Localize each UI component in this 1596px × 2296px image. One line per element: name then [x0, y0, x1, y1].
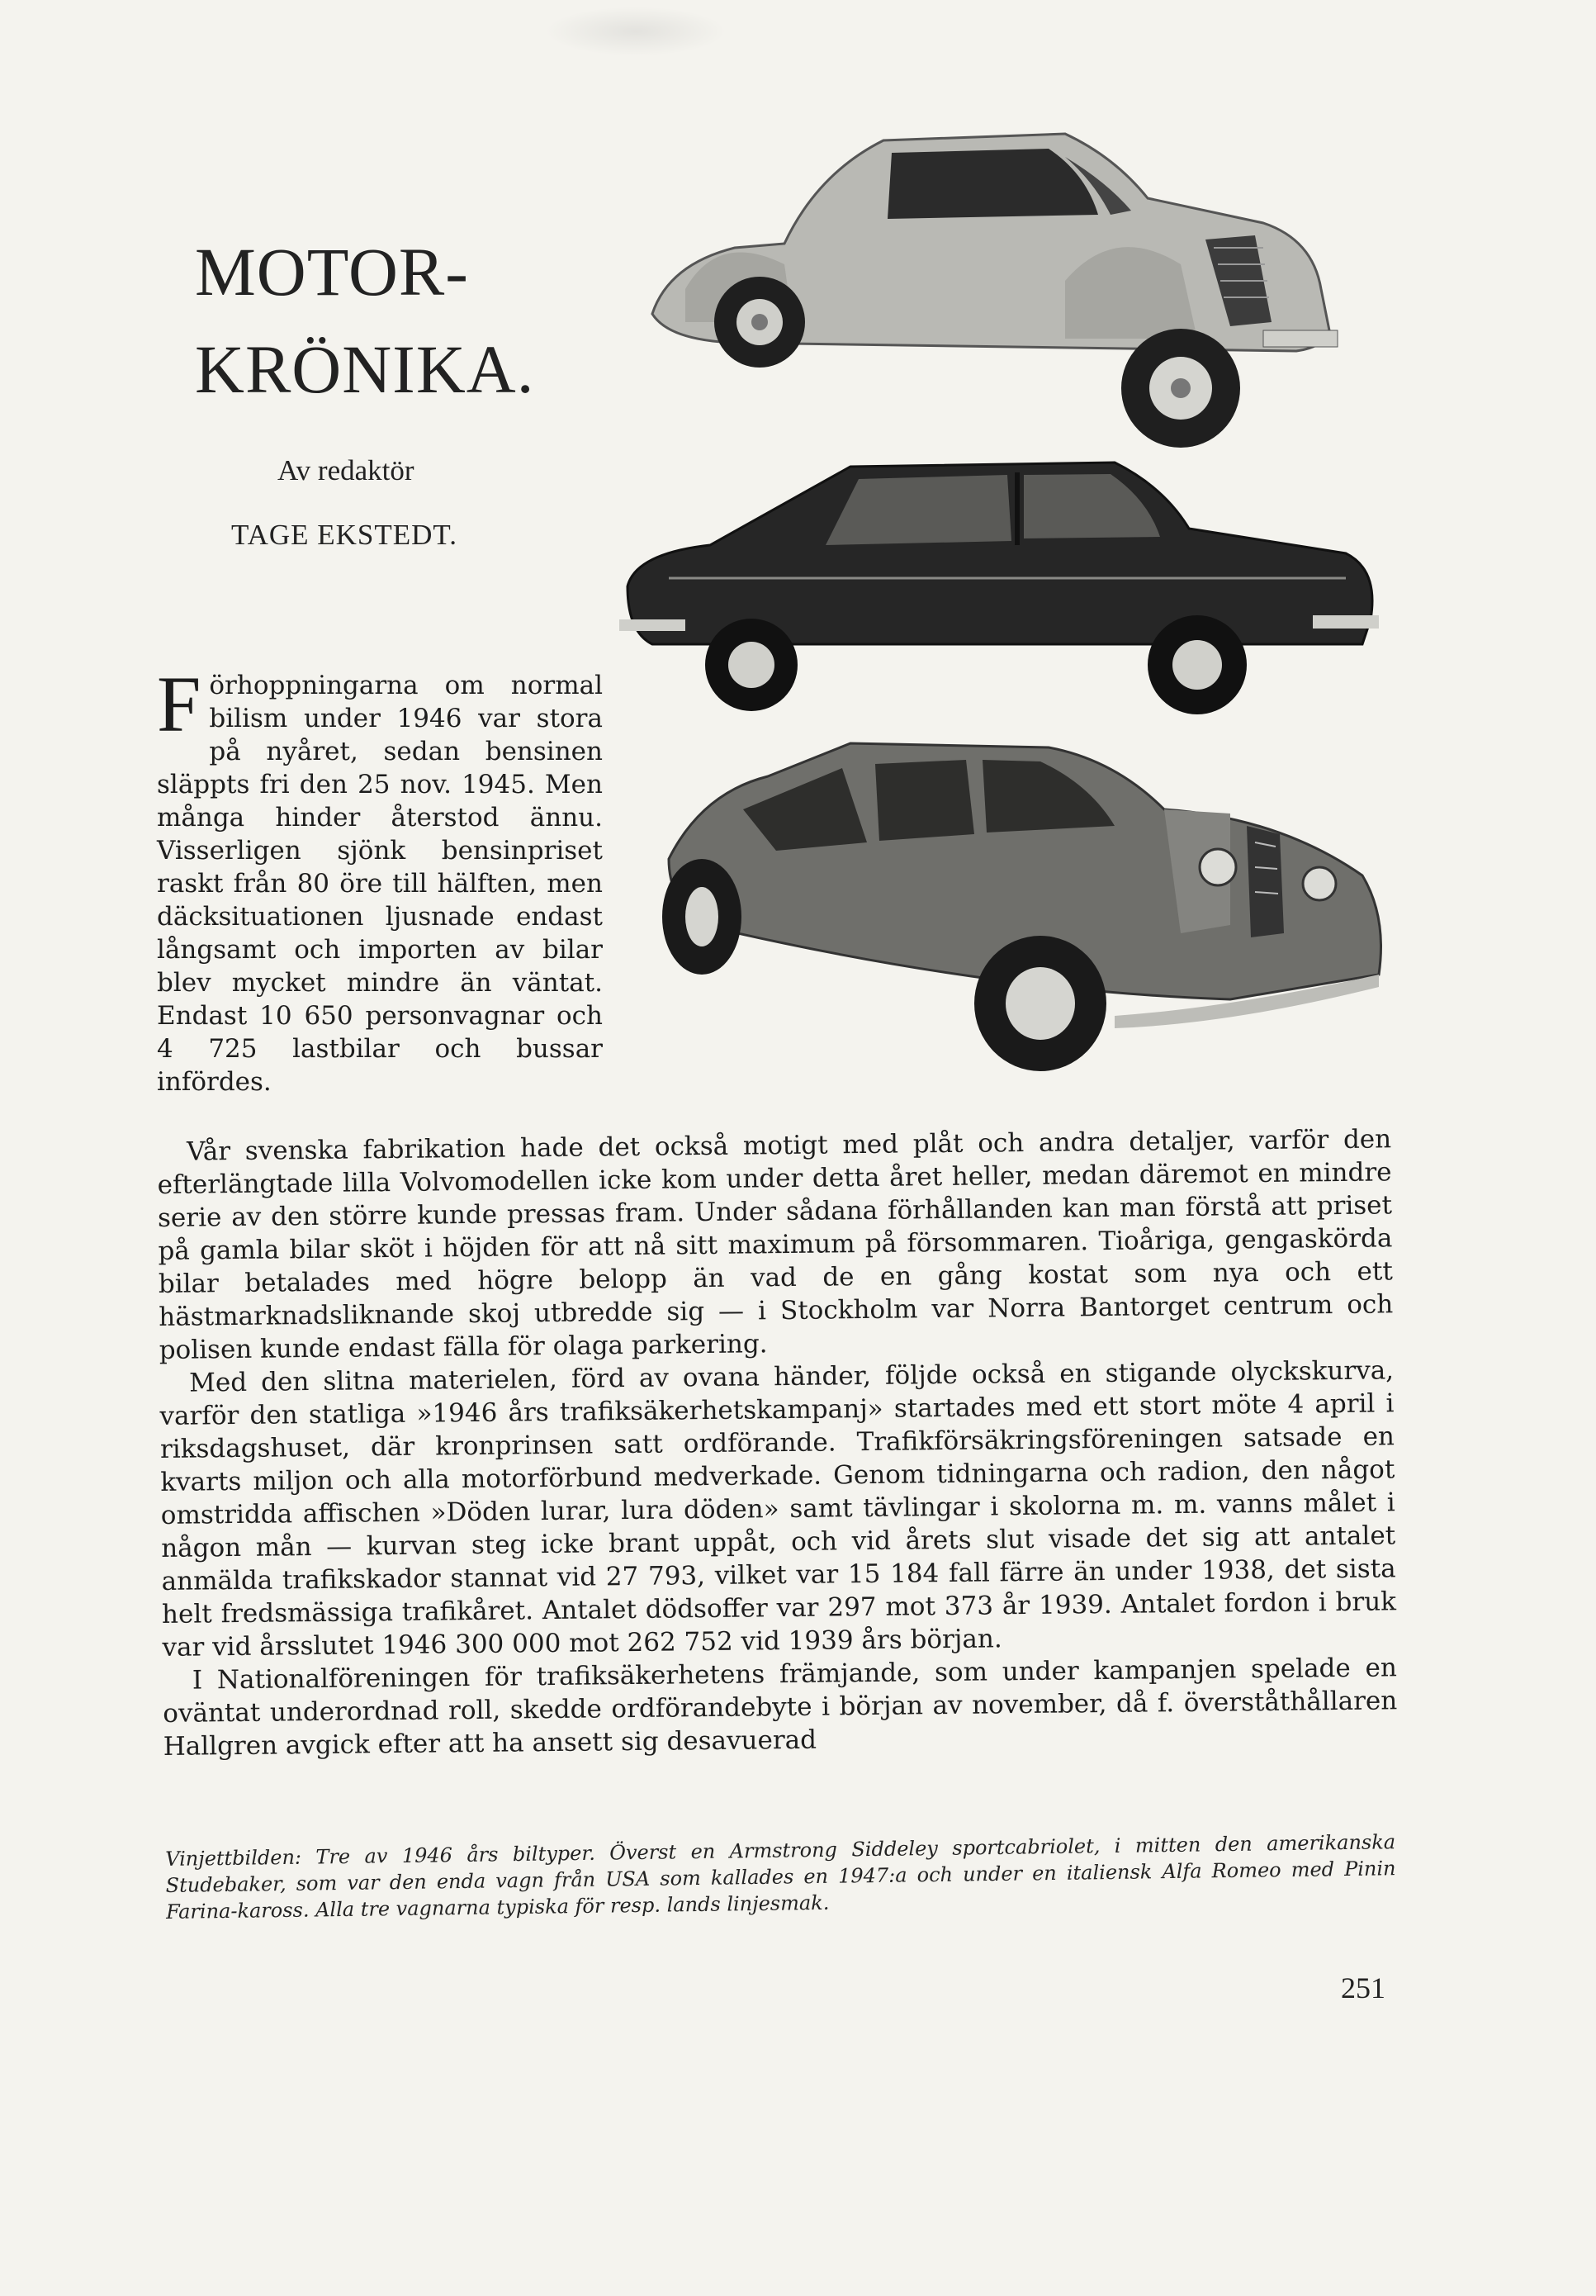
intro-paragraph	[157, 660, 603, 1098]
byline-label: Av redaktör	[277, 454, 414, 486]
car-illustration	[662, 743, 1381, 1071]
car-illustration	[652, 134, 1338, 448]
intro-text: örhoppningarna om normal bilism under 1946 var stora på nyåret, sedan bensinen släppts fri den 25 nov. 1945. Men många hinder återstod ännu. Visserligen sjönk bensinpriset raskt från 80 öre till hälften, men däcksituationen ljusnade endast långsamt och importen av bilar blev mycket mindre än väntat. Endast 10 650 personvagnar och 4 725 lastbilar och bussar infördes.	[157, 671, 603, 1097]
article-body	[157, 1122, 1398, 1763]
article-title	[195, 223, 534, 418]
car-photo-armstrong-siddeley	[636, 124, 1379, 454]
car-photo-studebaker	[619, 454, 1379, 735]
body-paragraph: Vår svenska fabrikation hade det också motigt med plåt och andra detaljer, varför den efterlängtade lilla Volvomodellen icke kom under detta året heller, medan däremot en mindre serie av den större kunde pressas fram. Under sådana förhållanden kan man förstå att priset på gamla bilar sköt i höjden för att nå sitt maximum på försommaren. Tioåriga, gengaskörda bilar betalades med högre belopp än vad de en gång kostat som nya och ett hästmarknadsliknande skoj utbredde sig — i Stockholm var Norra Bantorget centrum och polisen kunde endast fälla för olaga parkering.	[157, 1124, 1394, 1365]
photo-caption: Vinjettbilden: Tre av 1946 års biltyper. Överst en Armstrong Siddeley sportcabriolet, i mitten den amerikanska Studebaker, som var den enda vagn från USA som kallades en 1947:a och under en italiensk Alfa Romeo med Pinin Farina-kaross. Alla tre vagnarna typiska för resp. lands linjesmak.	[165, 1830, 1396, 1924]
paper-stain	[545, 7, 727, 56]
title-line-1: MOTOR-	[195, 234, 469, 310]
car-illustration	[619, 463, 1379, 714]
drop-cap: F	[157, 660, 201, 748]
byline-author: TAGE EKSTEDT.	[231, 519, 457, 551]
body-paragraph: I Nationalföreningen för trafiksäkerhetens främjande, som under kampanjen spelade en oväntat underordnad roll, skedde ordförandebyte i början av november, då f. överståthållaren Hallgren avgick efter att ha ansett sig desavuerad	[163, 1653, 1398, 1762]
body-paragraph: Med den slitna materielen, förd av ovana händer, följde också en stigande olyckskurva, varför den statliga »1946 års trafiksäkerhetskampanj» startades med ett stort möte 4 april i riksdagshuset, där kronprinsen satt ordförande. Trafikförsäkringsföreningen satsade en kvarts miljon och alla motorförbund medverkade. Genom tidningarna och radion, den något omstridda affischen »Döden lurar, lura döden» samt tävlingar i skolorna m. m. vanns målet i någon mån — kurvan steg icke brant uppåt, och vid årets slut visade det sig att antalet anmälda trafikskador stannat vid 27 793, vilket var 15 184 fall färre än under 1938, det sista helt fredsmässiga trafikåret. Antalet dödsoffer var 297 mot 373 år 1939. Antalet fordon i bruk var vid årsslutet 1946 300 000 mot 262 752 vid 1939 års början.	[159, 1355, 1397, 1663]
page-number: 251	[1341, 1971, 1385, 2004]
title-line-2: KRÖNIKA.	[195, 331, 535, 407]
car-photo-alfa-romeo	[652, 727, 1395, 1074]
